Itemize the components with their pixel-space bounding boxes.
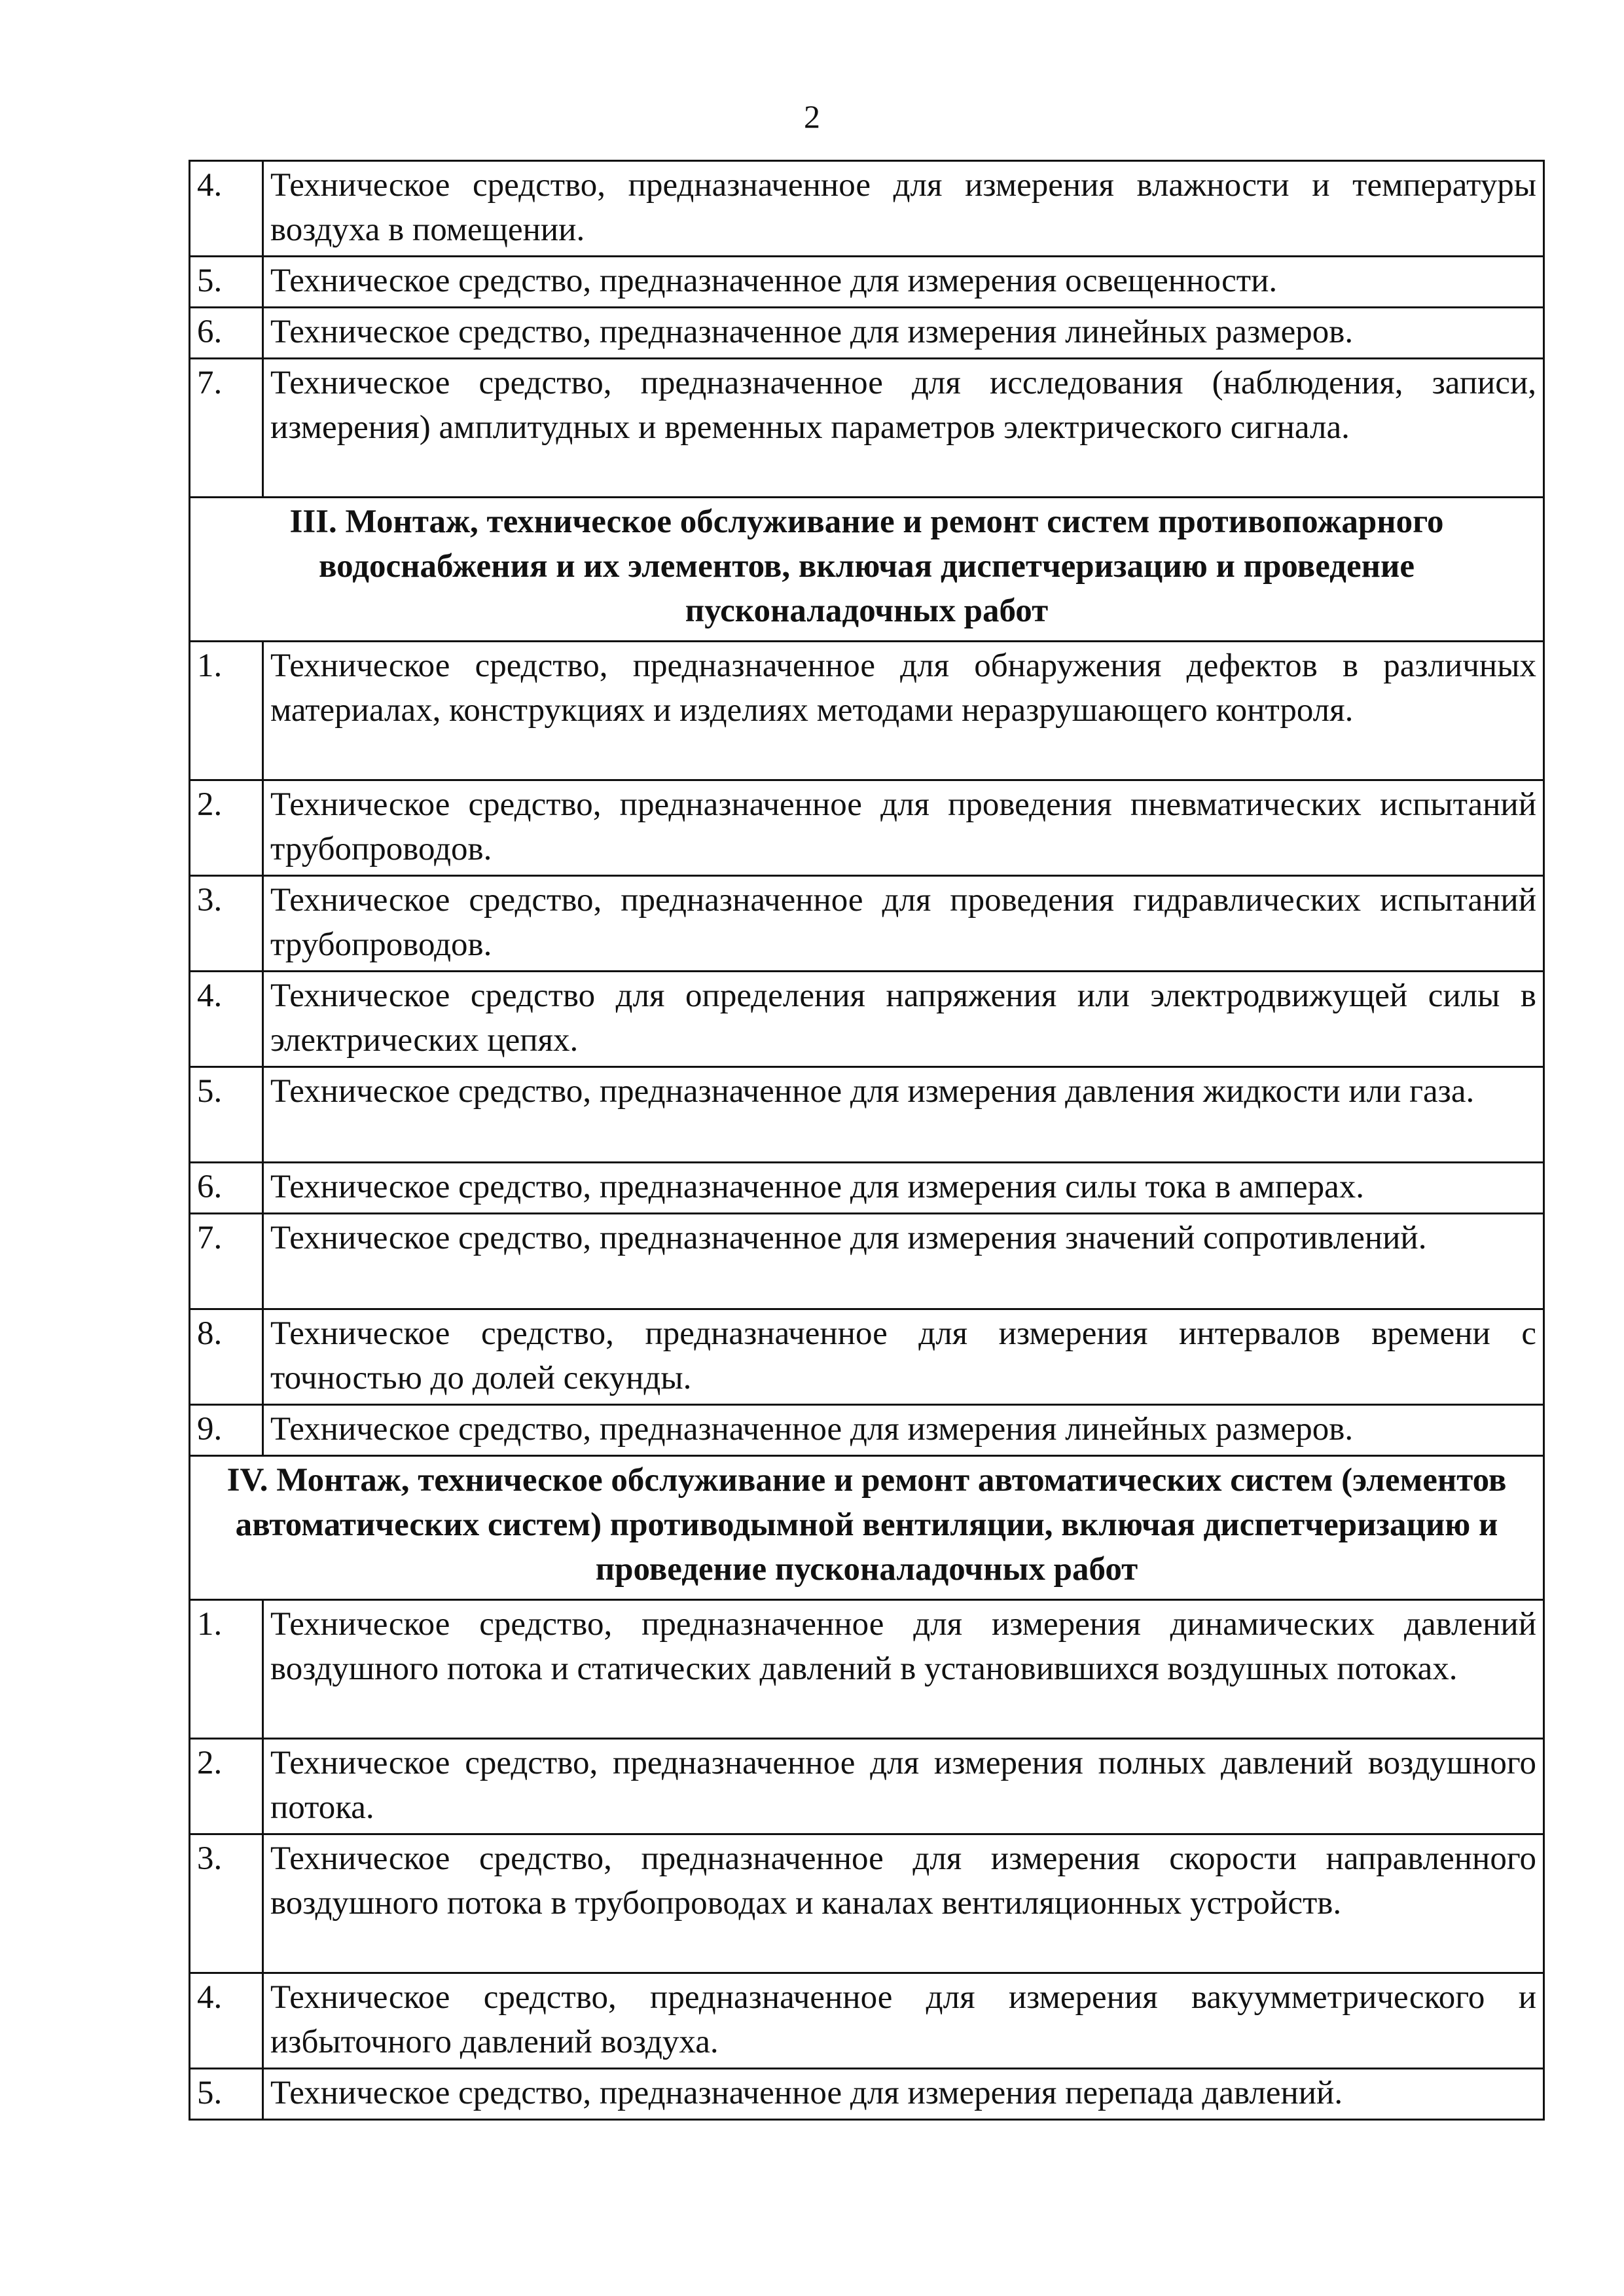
row-text: Техническое средство, предназначенное для проведения пневматических испытаний трубопроводов. xyxy=(263,780,1544,876)
equipment-table xyxy=(189,160,1545,2121)
table-row xyxy=(190,1973,1544,2069)
row-text: Техническое средство, предназначенное для измерения перепада давлений. xyxy=(263,2069,1544,2120)
row-number: 1. xyxy=(190,642,263,780)
row-text: Техническое средство, предназначенное для проведения гидравлических испытаний трубопроводов. xyxy=(263,876,1544,972)
row-number: 7. xyxy=(190,1214,263,1309)
row-number: 2. xyxy=(190,1739,263,1834)
row-number: 9. xyxy=(190,1405,263,1456)
table-row xyxy=(190,1309,1544,1405)
section-heading: IV. Монтаж, техническое обслуживание и ремонт автоматических систем (элементов автоматических систем) противодымной вентиляции, включая диспетчеризацию и проведение пусконаладочных работ xyxy=(190,1456,1544,1600)
row-number: 5. xyxy=(190,1067,263,1163)
table-row xyxy=(190,2069,1544,2120)
row-text: Техническое средство, предназначенное для измерения интервалов времени с точностью до долей секунды. xyxy=(263,1309,1544,1405)
row-number: 5. xyxy=(190,2069,263,2120)
table-row xyxy=(190,876,1544,972)
table-row xyxy=(190,1739,1544,1834)
row-text: Техническое средство, предназначенное для обнаружения дефектов в различных материалах, конструкциях и изделиях методами неразрушающего контроля. xyxy=(263,642,1544,780)
row-number: 1. xyxy=(190,1600,263,1739)
row-number: 4. xyxy=(190,1973,263,2069)
row-text: Техническое средство, предназначенное для измерения линейных размеров. xyxy=(263,1405,1544,1456)
row-number: 7. xyxy=(190,359,263,498)
table-row xyxy=(190,1067,1544,1163)
table-row xyxy=(190,1600,1544,1739)
row-number: 6. xyxy=(190,1163,263,1214)
table-row xyxy=(190,1834,1544,1973)
table-row xyxy=(190,972,1544,1067)
table-row xyxy=(190,1405,1544,1456)
row-text: Техническое средство, предназначенное для измерения скорости направленного воздушного потока в трубопроводах и каналах вентиляционных устройств. xyxy=(263,1834,1544,1973)
row-number: 2. xyxy=(190,780,263,876)
row-number: 8. xyxy=(190,1309,263,1405)
table-row xyxy=(190,359,1544,498)
row-text: Техническое средство, предназначенное для измерения динамических давлений воздушного потока и статических давлений в установившихся воздушных потоках. xyxy=(263,1600,1544,1739)
row-text: Техническое средство, предназначенное для измерения значений сопротивлений. xyxy=(263,1214,1544,1309)
row-number: 3. xyxy=(190,876,263,972)
row-text: Техническое средство, предназначенное для измерения вакуумметрического и избыточного давлений воздуха. xyxy=(263,1973,1544,2069)
table-row xyxy=(190,642,1544,780)
table-row xyxy=(190,1214,1544,1309)
table-row xyxy=(190,161,1544,257)
row-text: Техническое средство, предназначенное для измерения освещенности. xyxy=(263,257,1544,308)
row-number: 3. xyxy=(190,1834,263,1973)
row-text: Техническое средство, предназначенное для измерения полных давлений воздушного потока. xyxy=(263,1739,1544,1834)
row-text: Техническое средство, предназначенное для измерения давления жидкости или газа. xyxy=(263,1067,1544,1163)
section-heading-row xyxy=(190,1456,1544,1600)
table-row xyxy=(190,257,1544,308)
table-row xyxy=(190,1163,1544,1214)
page-number: 2 xyxy=(804,98,820,135)
row-text: Техническое средство для определения напряжения или электродвижущей силы в электрических цепях. xyxy=(263,972,1544,1067)
table-row xyxy=(190,780,1544,876)
row-number: 5. xyxy=(190,257,263,308)
row-number: 4. xyxy=(190,161,263,257)
section-heading-row xyxy=(190,498,1544,642)
row-text: Техническое средство, предназначенное для измерения линейных размеров. xyxy=(263,308,1544,359)
row-text: Техническое средство, предназначенное для измерения силы тока в амперах. xyxy=(263,1163,1544,1214)
row-number: 4. xyxy=(190,972,263,1067)
row-number: 6. xyxy=(190,308,263,359)
table-row xyxy=(190,308,1544,359)
row-text: Техническое средство, предназначенное для исследования (наблюдения, записи, измерения) амплитудных и временных параметров электрического сигнала. xyxy=(263,359,1544,498)
row-text: Техническое средство, предназначенное для измерения влажности и температуры воздуха в помещении. xyxy=(263,161,1544,257)
section-heading: III. Монтаж, техническое обслуживание и ремонт систем противопожарного водоснабжения и их элементов, включая диспетчеризацию и проведение пусконаладочных работ xyxy=(190,498,1544,642)
